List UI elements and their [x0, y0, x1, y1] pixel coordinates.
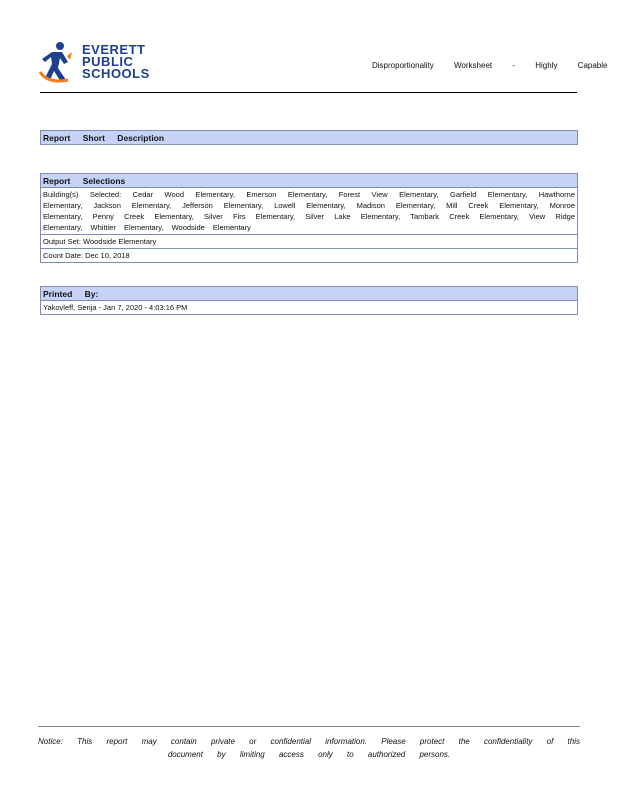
printed-by-header: Printed By: — [41, 287, 577, 300]
runner-icon — [38, 40, 82, 90]
header-rule — [40, 92, 577, 93]
output-set: Output Set: Woodside Elementary — [41, 234, 577, 248]
count-date: Count Date: Dec 10, 2018 — [41, 248, 577, 262]
report-title: Disproportionality Worksheet - Highly Capable — [372, 61, 608, 70]
printed-by-section — [40, 286, 578, 315]
logo-line-3: SCHOOLS — [82, 66, 150, 81]
short-description-header: Report Short Description — [41, 131, 577, 144]
report-selections-section — [40, 173, 578, 263]
logo-line-2: PUBLIC — [82, 54, 134, 69]
report-selections-header: Report Selections — [41, 174, 577, 187]
printed-by-value: Yakovleff, Senja - Jan 7, 2020 - 4:03:16 PM — [41, 300, 577, 314]
short-description-section — [40, 130, 578, 145]
logo-line-1: EVERETT — [82, 42, 146, 57]
footer-rule — [38, 726, 580, 727]
buildings-selected: Building(s) Selected: Cedar Wood Elementary, Emerson Elementary, Forest View Elementary, Garfield Elementary, Hawthorne Elementary, Jackson Elementary, Jefferson Elementary, Lowell Elementary, Madison Elementary, Mill Creek Elementary, Monroe Elementary, Penny Creek Elementary, Silver Firs Elementary, Silver Lake Elementary, Tambark Creek Elementary, View Ridge Elementary, Whittier Elementary, Woodside Elementary — [41, 187, 577, 234]
confidentiality-notice: Notice: This report may contain private or confidential information. Please protect the confidentiality of this document by limiting access only to authorized persons. — [38, 737, 580, 759]
district-logo — [38, 40, 158, 90]
